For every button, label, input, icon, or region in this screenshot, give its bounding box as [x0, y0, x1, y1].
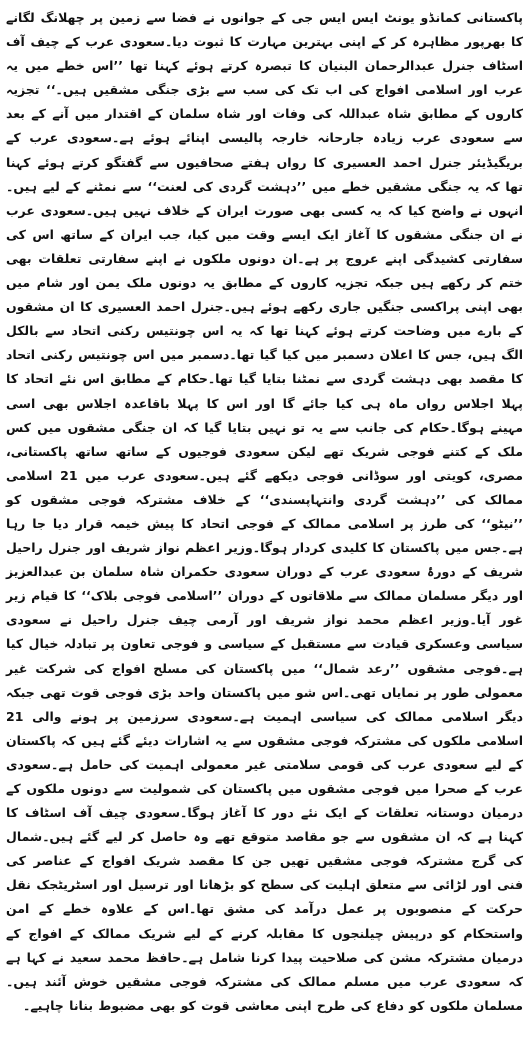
article-body: پاکستانی کمانڈو یونٹ ایس ایس جی کے جوانوں نے فضا سے زمین پر چھلانگ لگانے کا بھرپور مظاہرہ کر کے اپنی بہترین مہارت کا ثبوت دیا۔سعودی عرب کے چیف آف اسٹاف جنرل عبدالرحمان البنیان کا تبصرہ کرتے ہوئے کہنا تھا ’’اس خطے میں یہ عرب اور اسلامی افواج کی اب تک کی سب سے بڑی جنگی مشقیں ہیں۔‘‘ تجزیہ کاروں کے مطابق شاہ عبداللہ کی وفات اور شاہ سلمان کے اقتدار میں آنے کے بعد سے سعودی عرب زیادہ جارحانہ خارجہ پالیسی اپنائے ہوئے ہے۔سعودی عرب کے بریگیڈیئر جنرل احمد العسیری کا رواں ہفتے صحافیوں سے گفتگو کرتے ہوئے کہنا تھا کہ یہ جنگی مشقیں خطے میں ’’دہشت گردی کی لعنت‘‘ سے نمٹنے کے لیے ہیں۔انہوں نے واضح کیا کہ یہ کسی بھی صورت ایران کے خلاف نہیں ہیں۔سعودی عرب نے ان جنگی مشقوں کا آغاز ایک ایسے وقت میں کیا، جب ایران کے ساتھ اس کی سفارتی کشیدگی اپنے عروج پر ہے۔ان دونوں ملکوں نے اپنے سفارتی تعلقات بھی ختم کر رکھے ہیں جبکہ تجزیہ کاروں کے مطابق یہ دونوں ملک یمن اور شام میں بھی اپنی پراکسی جنگیں جاری رکھے ہوئے ہیں۔جنرل احمد العسیری کا ان مشقوں کے بارے میں وضاحت کرتے ہوئے کہنا تھا کہ یہ اس چونتیس رکنی اتحاد سے بالکل الگ ہیں، جس کا اعلان دسمبر میں کیا گیا تھا۔دسمبر میں اس چونتیس رکنی اتحاد کا مقصد بھی دہشت گردی سے نمٹنا بتایا گیا تھا۔حکام کے مطابق اس نئے اتحاد کا پہلا اجلاس رواں ماہ ہی کیا جائے گا اور اس کا پہلا باقاعدہ اجلاس بھی اسی مہینے ہوگا۔حکام کی جانب سے یہ تو نہیں بتایا گیا کہ ان جنگی مشقوں میں کس ملک کے کتنے فوجی شریک تھے لیکن سعودی فوجیوں کے ساتھ ساتھ پاکستانی، مصری، کویتی اور سوڈانی فوجی دیکھے گئے ہیں۔سعودی عرب میں 21 اسلامی ممالک کی ’’دہشت گردی وانتہاپسندی‘‘ کے خلاف مشترکہ فوجی مشقوں کو ’’نیٹو‘‘ کی طرز پر اسلامی ممالک کے فوجی اتحاد کا پیش خیمہ قرار دیا جا رہا ہے۔جس میں پاکستان کا کلیدی کردار ہوگا۔وزیر اعظم نواز شریف اور جنرل راحیل شریف کے دورۂ سعودی عرب کے دوران سعودی حکمران شاہ سلمان بن عبدالعزیز اور دیگر مسلمان ممالک سے ملاقاتوں کے دوران ’’اسلامی فوجی بلاک‘‘ کا قیام زیر غور آیا۔وزیر اعظم محمد نواز شریف اور آرمی چیف جنرل راحیل نے سعودی سیاسی وعسکری قیادت سے مستقبل کے سیاسی و فوجی تعاون پر تبادلہ خیال کیا ہے۔فوجی مشقوں ’’رعد شمال‘‘ میں پاکستان کی مسلح افواج کی شرکت غیر معمولی طور پر نمایاں تھی۔اس شو میں پاکستان واحد بڑی فوجی قوت تھی جبکہ دیگر اسلامی ممالک کی سیاسی اہمیت ہے۔سعودی سرزمین پر ہونے والی 21 اسلامی ملکوں کی مشترکہ فوجی مشقوں سے یہ اشارات دیئے گئے ہیں کہ پاکستان کے لیے سعودی عرب کی قومی سلامتی غیر معمولی اہمیت کی حامل ہے۔سعودی عرب کے صحرا میں فوجی مشقوں میں پاکستان کی شمولیت سے دونوں ملکوں کے درمیان دوستانہ تعلقات کے ایک نئے دور کا آغاز ہوگا۔سعودی چیف آف اسٹاف کا کہنا ہے کہ ان مشقوں سے جو مقاصد متوقع تھے وہ حاصل کر لیے گئے ہیں۔شمال کی گرج مشترکہ فوجی مشقیں تھیں جن کا مقصد شریک افواج کے عناصر کی فنی اور لڑائی سے متعلق اہلیت کی سطح کو بڑھانا اور ترسیل اور اسٹریٹجک نقل حرکت کے منصوبوں پر عمل درآمد کی مشق تھا۔اس کے علاوہ خطے کے امن واستحکام کو درپیش چیلنجوں کا مقابلہ کرنے کے لیے شریک ممالک کے افواج کے درمیان مشترکہ مشن کی صلاحیت پیدا کرنا شامل ہے۔حافظ محمد سعید نے کہا ہے کہ سعودی عرب میں مسلم ممالک کی مشترکہ فوجی مشقیں خوش آئند ہیں۔مسلمان ملکوں کو دفاع کی طرح اپنی معاشی قوت کو بھی مضبوط بنانا چاہیے۔ [6, 10, 523, 1013]
